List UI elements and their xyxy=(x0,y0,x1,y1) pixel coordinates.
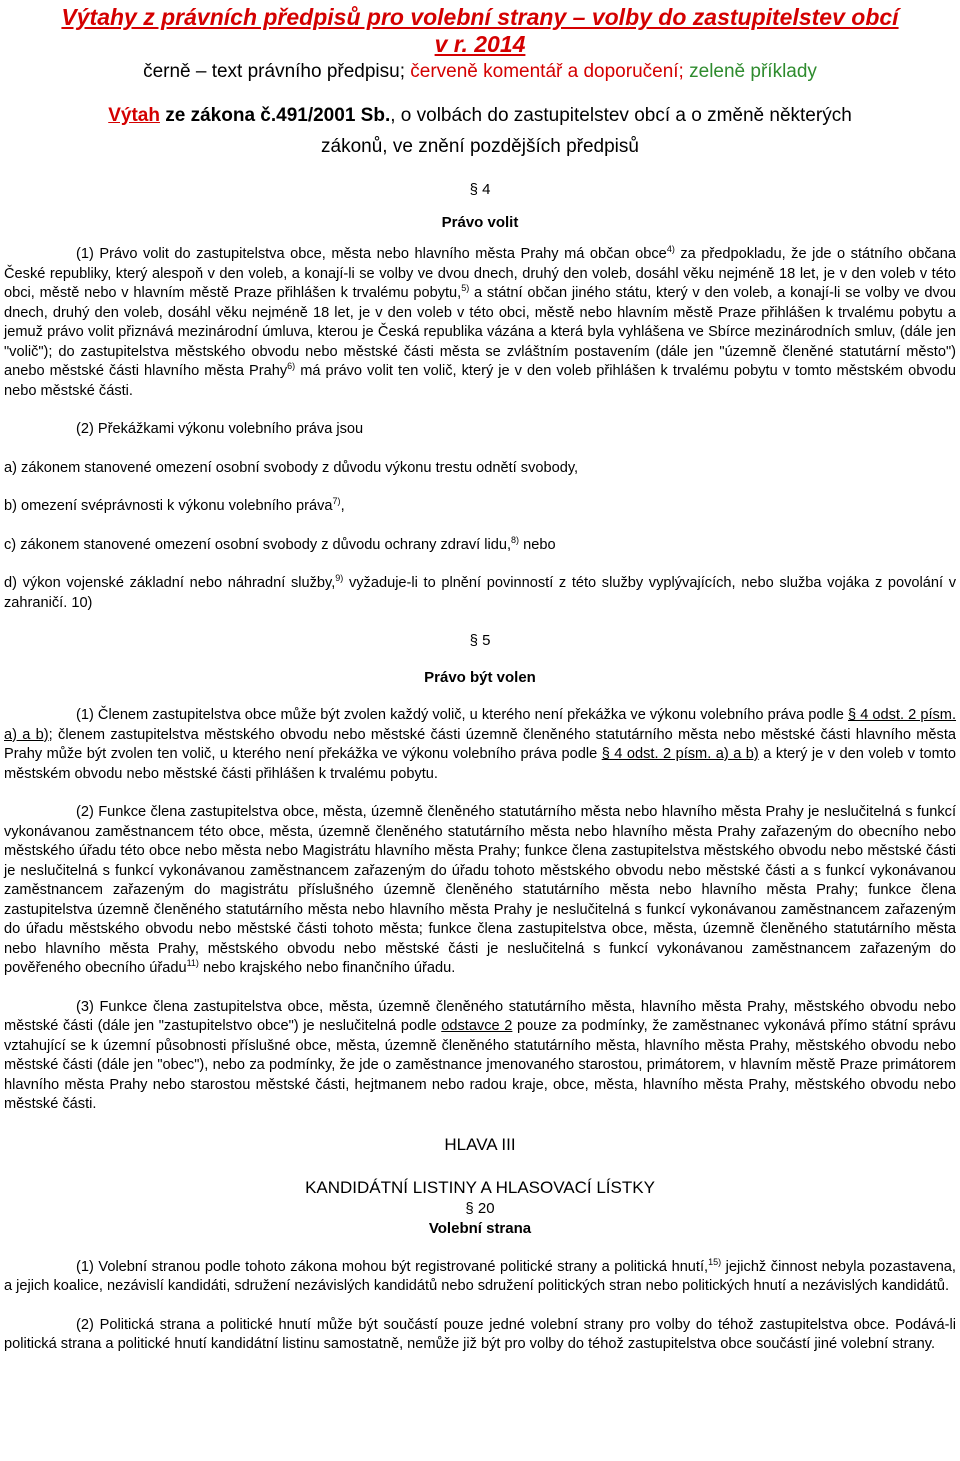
document-title xyxy=(4,4,956,58)
footnote-15: 15) xyxy=(708,1256,722,1267)
s4-p1-text-d: má právo volit ten volič, který je v den voleb přihlášen k trvalému pobytu v tomto městském obvodu nebo městské části. xyxy=(4,363,956,399)
s5-p2-text-a: (2) Funkce člena zastupitelstva obce, města, územně členěného statutárního města nebo hlavního města Prahy je neslučitelná s funkcí vykonávanou zaměstnancem této obce, města, územně členěného statutárního města nebo hlavního města Prahy zařazeným do obecního nebo městského úřadu této obce nebo města nebo Magistrátu hlavního města Prahy; funkce člena zastupitelstva městského obvodu nebo městské části je neslučitelná s funkcí vykonávanou zaměstnancem zařazeným do úřadu tohoto městského obvodu nebo městské části a s funkcí vykonávanou zaměstnancem zařazeným do magistrátu příslušného územně členěného statutárního města nebo hlavního města Prahy; funkce člena zastupitelstva územně členěného statutárního města nebo hlavního města Prahy je neslučitelná s funkcí vykonávanou zaměstnancem zařazeným do úřadu městského obvodu nebo městské části tohoto města; funkce člena zastupitelstva obce, města, územně členěného statutárního města nebo hlavního města Prahy, městského obvodu nebo městské části je neslučitelná s funkcí vykonávanou zaměstnancem zařazeným do pověřeného obecního úřadu xyxy=(4,804,956,976)
link-s4-odst2-1[interactable]: § 4 odst. 2 písm. a) a b) xyxy=(4,707,957,743)
footnote-6: 6) xyxy=(287,361,296,372)
obstacle-d-end: vyžaduje-li to plnění povinností z této služby vyplývajících, nebo služba vojáka z povolání v zahraničí. 10) xyxy=(4,575,957,611)
legend-black: černě – text právního předpisu; xyxy=(143,61,405,82)
law-reference: ze zákona č.491/2001 Sb. xyxy=(165,105,391,126)
footnote-9: 9) xyxy=(335,573,344,584)
s5-p2-text-b: nebo krajského nebo finančního úřadu. xyxy=(198,960,456,976)
law-name-1: , o volbách do zastupitelstev obcí a o změně některých xyxy=(390,105,852,126)
obstacle-b-text: b) omezení svéprávnosti k výkonu volebního práva xyxy=(4,498,333,514)
footnote-11: 11) xyxy=(186,958,199,969)
section-4-paragraph-1 xyxy=(4,245,956,401)
law-source xyxy=(4,100,956,162)
section-20-paragraph-2: (2) Politická strana a politické hnutí může být součástí pouze jedné volební strany pro volby do téhož zastupitelstva obce. Podává-li politická strana a politické hnutí kandidátní listinu samostatně, nemůže již být pro volby do téhož zastupitelstva obce součástí jiné volební strany. xyxy=(4,1316,956,1352)
section-20-title: Volební strana xyxy=(428,1219,532,1237)
law-source-line-1 xyxy=(4,100,956,131)
obstacle-c-end: nebo xyxy=(519,536,556,553)
section-5-number: § 5 xyxy=(469,632,491,649)
s5-p3-text-a: (3) Funkce člena zastupitelstva obce, města, územně členěného statutárního města, hlavního města Prahy, městského obvodu nebo městské části (dále jen "zastupitelstvo obce") je neslučitelná podle xyxy=(4,998,956,1034)
document-page xyxy=(0,4,960,1461)
law-name-2: zákonů, ve znění pozdějších předpisů xyxy=(321,136,639,157)
s5-p1-text-c: a který je v den voleb v tomto městském obvodu nebo městské části přihlášen k trvalému pobytu. xyxy=(4,746,956,782)
vytah-label: Výtah xyxy=(108,105,160,126)
obstacle-a: a) zákonem stanovené omezení osobní svobody z důvodu výkonu trestu odnětí svobody, xyxy=(4,459,579,476)
section-5-paragraph-3 xyxy=(4,998,956,1115)
section-20-number: § 20 xyxy=(465,1199,495,1217)
s4-p1-text-c: a státní občan jiného státu, který v den voleb, a konají-li se volby ve dvou dnech, druhý den voleb, dosáhl věku nejméně 18 let, je v den voleb v této obci, městě nebo hlavním městě Praze přihlášen k trvalému pobytu a jemuž právo volit přiznává mezinárodní úmluva, kterou je Česká republika vázána a která byla vyhlášena ve Sbírce mezinárodních smluv, (dále jen "volič"); do zastupitelstva městského obvodu nebo městské části města se zvláštním postavením (dále jen "územně členěné statutární město") anebo městské části hlavního města Prahy xyxy=(4,285,956,379)
obstacle-d xyxy=(4,574,956,613)
obstacle-c xyxy=(4,536,956,556)
link-odstavce-2[interactable]: odstavce 2 xyxy=(441,1018,513,1034)
title-line-2: v r. 2014 xyxy=(434,31,526,57)
section-5-title: Právo být volen xyxy=(424,669,536,686)
chapter-title: KANDIDÁTNÍ LISTINY A HLASOVACÍ LÍSTKY xyxy=(305,1177,655,1197)
obstacle-b-end: , xyxy=(340,498,345,514)
footnote-7: 7) xyxy=(332,496,341,507)
section-20-paragraph-1 xyxy=(4,1258,956,1297)
section-4-paragraph-2: (2) Překážkami výkonu volebního práva jsou xyxy=(76,421,364,437)
legend-green: zeleně příklady xyxy=(689,61,817,82)
legend-red: červeně komentář a doporučení; xyxy=(410,61,684,82)
s5-p1-text-a: (1) Členem zastupitelstva obce může být zvolen každý volič, u kterého není překážka ve výkonu volebního práva podle xyxy=(76,707,848,723)
link-s4-odst2-2[interactable]: § 4 odst. 2 písm. a) a b) xyxy=(601,746,759,762)
s20-p1-text-b: jejichž činnost nebyla pozastavena, a jejich koalice, nezávislí kandidáti, sdružení nezávislých kandidátů nebo sdružení politických stran nebo politických hnutí a nezávislých kandidátů. xyxy=(4,1258,956,1294)
footnote-5: 5) xyxy=(461,283,470,294)
s20-p1-text-a: (1) Volební stranou podle tohoto zákona mohou být registrované politické strany a politická hnutí, xyxy=(76,1258,709,1275)
s5-p1-text-b: ; členem zastupitelstva městského obvodu nebo městské části územně členěného statutárního města nebo městské části hlavního města Prahy může být zvolen ten volič, u kterého není překážka ve výkonu volebního práva podle xyxy=(4,726,956,762)
chapter-heading: HLAVA III xyxy=(444,1134,516,1154)
obstacle-c-text: c) zákonem stanovené omezení osobní svobody z důvodu ochrany zdraví lidu, xyxy=(4,536,512,553)
section-4-number: § 4 xyxy=(469,181,491,198)
section-5-paragraph-2 xyxy=(4,803,956,979)
s4-p1-text-b: za předpokladu, že jde o státního občana České republiky, který alespoň v den voleb, a konají-li se volby ve dvou dnech, druhý den voleb, dosáhl věku nejméně 18 let, je v den voleb v této obci, městě nebo v hlavním městě Praze přihlášen k trvalému pobytu, xyxy=(4,246,956,301)
section-4-title: Právo volit xyxy=(441,214,519,231)
obstacle-b xyxy=(4,497,956,517)
section-5-paragraph-1 xyxy=(4,706,956,784)
title-line-1: Výtahy z právních předpisů pro volební strany – volby do zastupitelstev obcí xyxy=(61,4,899,30)
color-legend xyxy=(4,60,956,84)
footnote-8: 8) xyxy=(511,534,520,545)
obstacle-d-text: d) výkon vojenské základní nebo náhradní služby, xyxy=(4,575,336,591)
s4-p1-text-a: (1) Právo volit do zastupitelstva obce, města nebo hlavního města Prahy má občan obce xyxy=(76,246,667,262)
footnote-4: 4) xyxy=(666,244,675,255)
s5-p3-text-b: pouze za podmínky, že zaměstnanec vykonává přímo státní správu vztahující se k územní působnosti příslušné obce, města, územně členěného statutárního města, hlavního města Prahy, městského obvodu nebo městské části (dále jen "obec"), nebo za podmínky, že jde o zaměstnance jmenovaného starostou, primátorem, v hlavním městě Praze primátorem hlavního města Prahy nebo starostou městské části, hejtmanem nebo radou kraje, obce, města, hlavního města Prahy, městského obvodu nebo městské části. xyxy=(4,1018,957,1112)
